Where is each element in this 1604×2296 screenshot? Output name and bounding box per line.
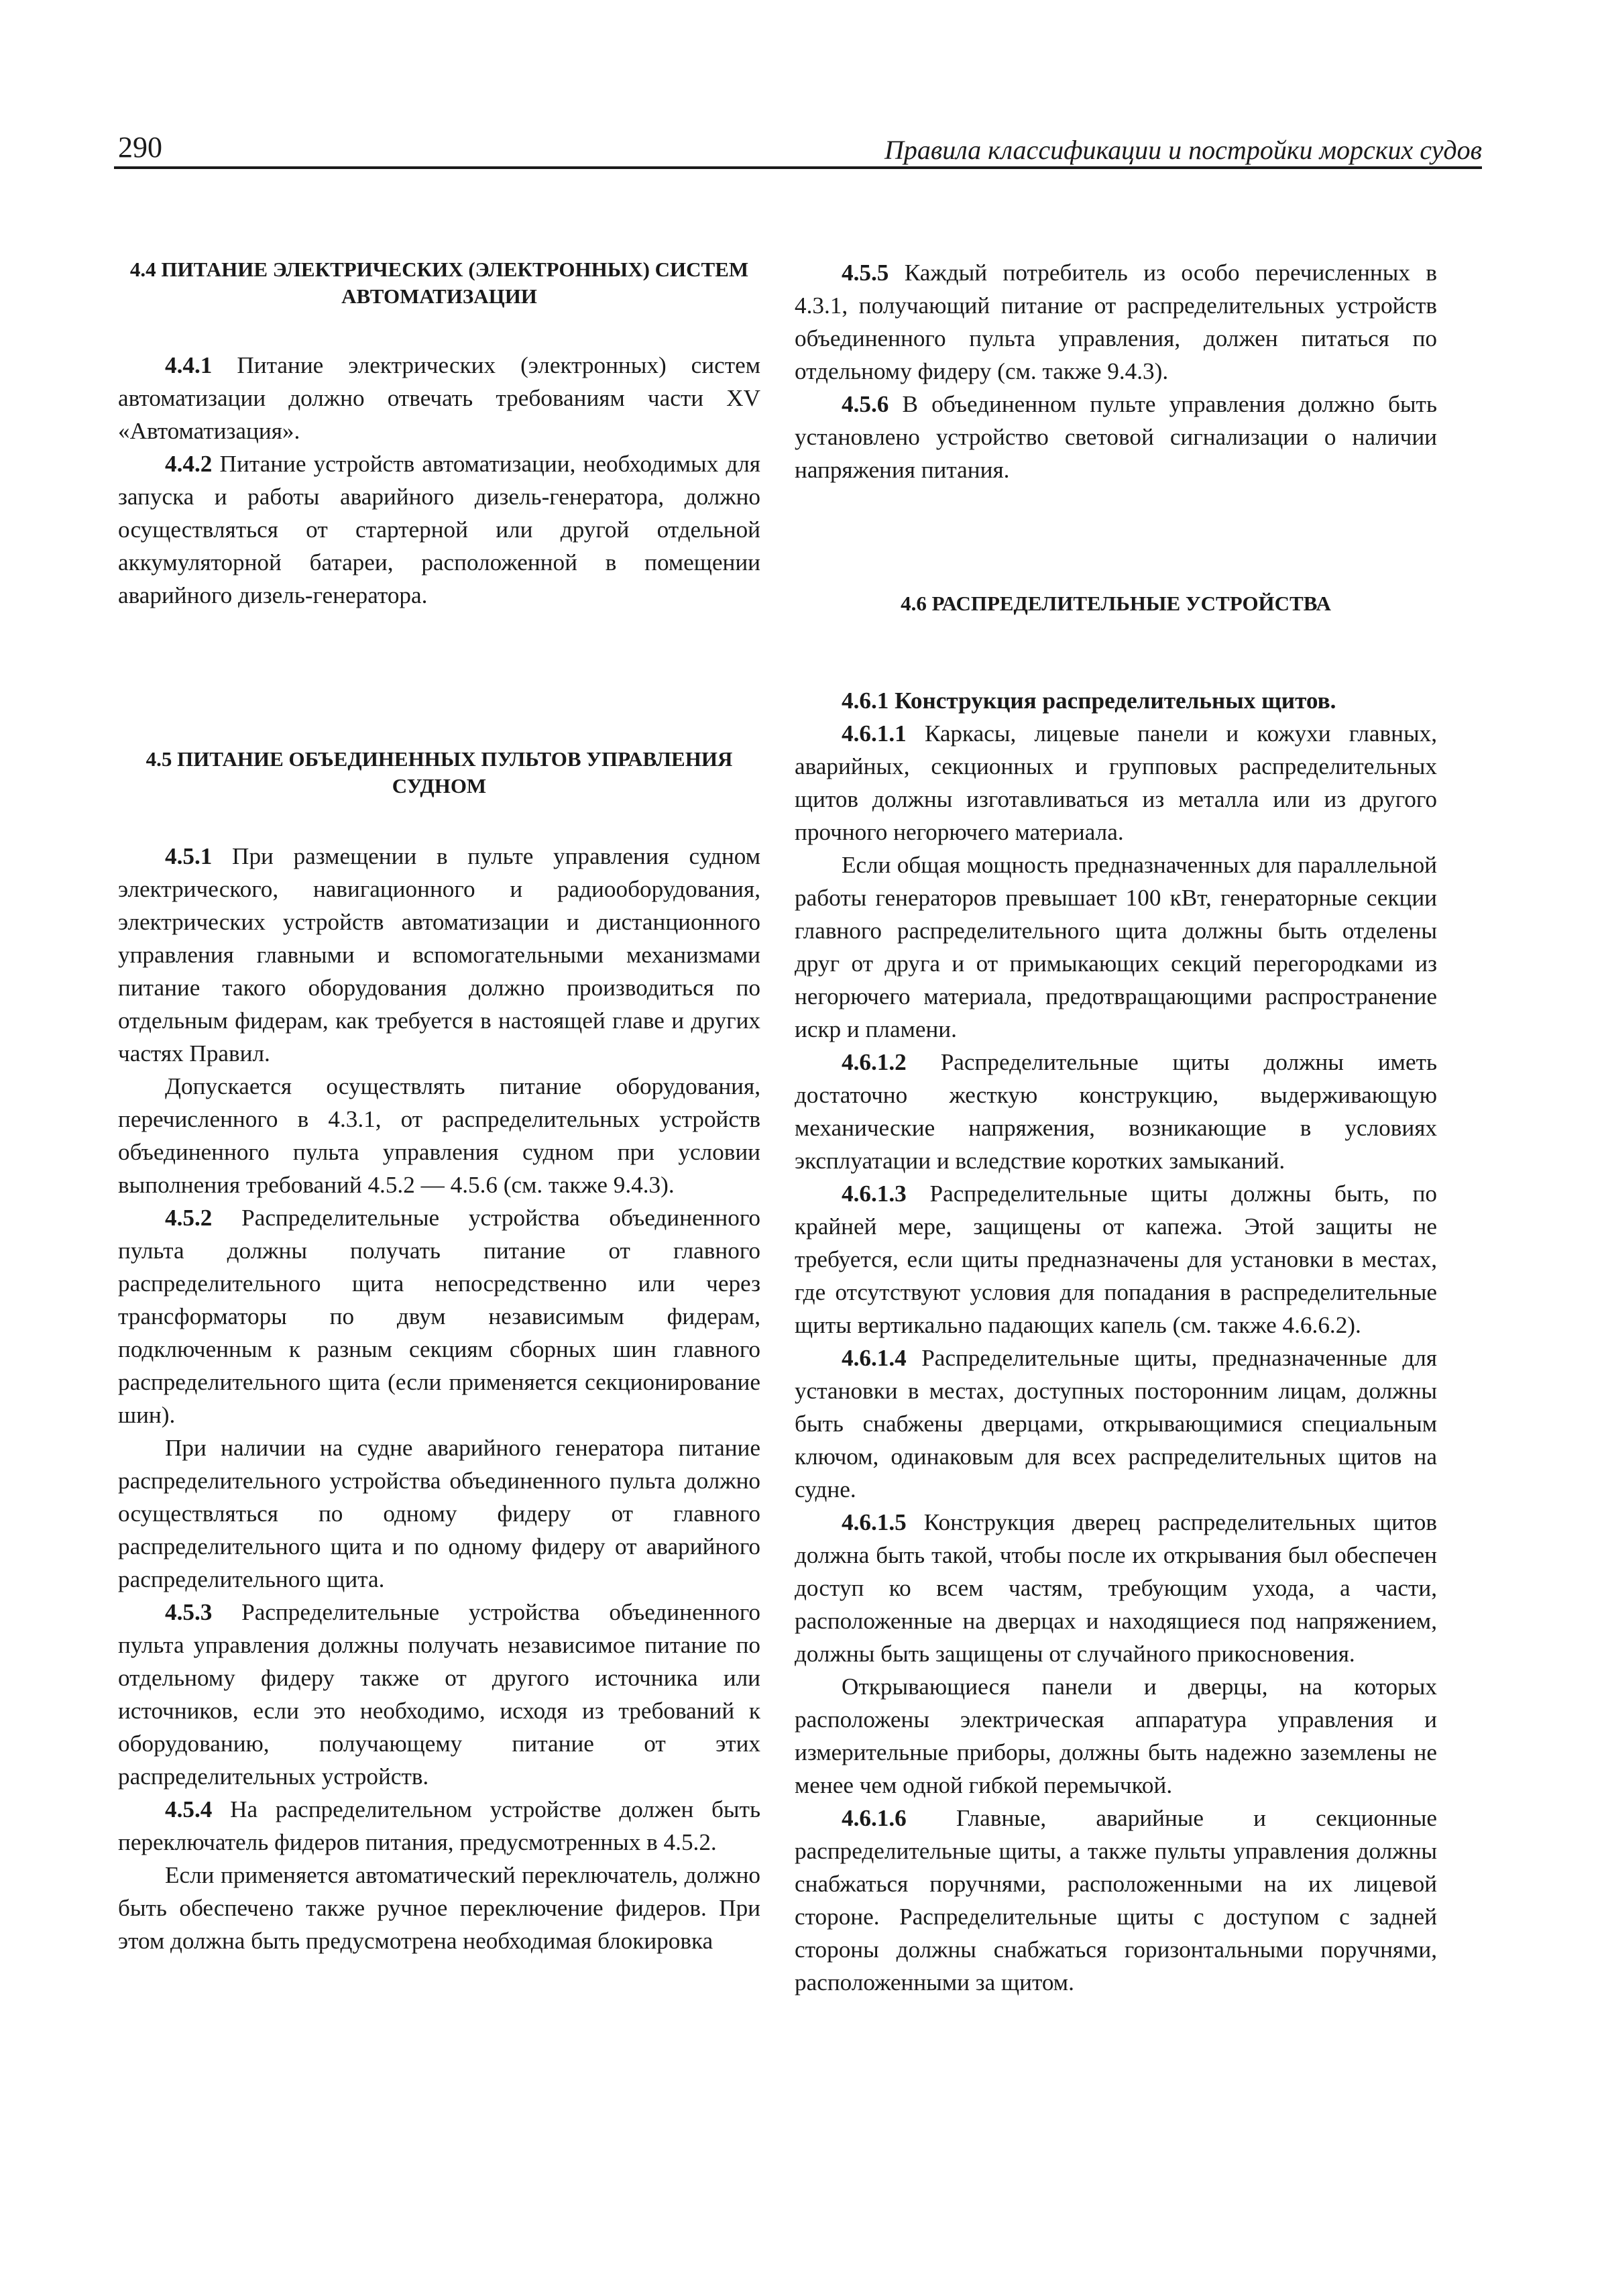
paragraph-text: Распределительные устройства объединенного пульта должны получать питание от главного распределительного щита непосредственно или через трансформаторы по двум независимым фидерам, подключенным к разным секциям сборных шин главного распределительного щита (если применяется секционирование шин). — [118, 1205, 760, 1428]
clause-number: 4.5.4 — [165, 1796, 213, 1822]
paragraph-4-5-6 — [795, 388, 1437, 486]
right-column — [795, 256, 1437, 1999]
clause-number: 4.6.1.6 — [842, 1805, 907, 1831]
clause-number: 4.6.1.3 — [842, 1181, 907, 1207]
paragraph-text: При размещении в пульте управления судном электрического, навигационного и радиооборудования, электрических устройств автоматизации и дистанционного управления главными и вспомогательными механизмами питание такого оборудования должно производиться по отдельным фидерам, как требуется в настоящей главе и других частях Правил. — [118, 843, 760, 1067]
page-header — [114, 131, 1482, 169]
clause-number: 4.4.2 — [165, 451, 213, 477]
paragraph-4-5-2-cont: При наличии на судне аварийного генератора питание распределительного устройства объединенного пульта должно осуществляться по одному фидеру от главного распределительного щита и по одному фидеру от аварийного распределительного щита. — [118, 1435, 760, 1592]
clause-number: 4.5.5 — [842, 260, 889, 286]
paragraph-text: Распределительные щиты, предназначенные для установки в местах, доступных посторонним лицам, должны быть снабжены дверцами, открывающимися специальным ключом, одинаковым для всех распределительных щитов на судне. — [795, 1345, 1437, 1502]
page-number: 290 — [118, 131, 162, 164]
paragraph-4-5-1-cont: Допускается осуществлять питание оборудования, перечисленного в 4.3.1, от распределительных устройств объединенного пульта управления судном при условии выполнения требований 4.5.2 — 4.5.6 (см. также 9.4.3). — [118, 1073, 760, 1198]
paragraph-text: Питание устройств автоматизации, необходимых для запуска и работы аварийного дизель-генератора, должно осуществляться от стартерной или другой отдельной аккумуляторной батареи, расположенной в помещении аварийного дизель-генератора. — [118, 451, 760, 608]
paragraph-4-6-1-3 — [795, 1177, 1437, 1342]
paragraph-text: В объединенном пульте управления должно быть установлено устройство световой сигнализации о наличии напряжения питания. — [795, 391, 1437, 483]
paragraph-4-6-1-5 — [795, 1506, 1437, 1670]
section-heading-4-6: 4.6 РАСПРЕДЕЛИТЕЛЬНЫЕ УСТРОЙСТВА — [901, 592, 1331, 615]
paragraph-4-6-1-4 — [795, 1342, 1437, 1506]
paragraph-4-6-1-1-cont: Если общая мощность предназначенных для параллельной работы генераторов превышает 100 кВт, генераторные секции главного распределительного щита должны быть отделены друг от друга и от примыкающих секций перегородками из негорючего материала, предотвращающими распространение искр и пламени. — [795, 852, 1437, 1042]
paragraph-4-5-4 — [118, 1793, 760, 1859]
clause-number: 4.5.2 — [165, 1205, 213, 1231]
clause-number: 4.6.1.2 — [842, 1049, 907, 1075]
clause-number: 4.5.1 — [165, 843, 213, 869]
paragraph-text: Распределительные щиты должны иметь достаточно жесткую конструкцию, выдерживающую механические напряжения, возникающие в условиях эксплуатации и вследствие коротких замыканий. — [795, 1049, 1437, 1174]
paragraph-4-5-4-cont: Если применяется автоматический переключатель, должно быть обеспечено также ручное переключение фидеров. При этом должна быть предусмотрена необходимая блокировка — [118, 1862, 760, 1954]
paragraph-text: Главные, аварийные и секционные распределительные щиты, а также пульты управления должны снабжаться поручнями, расположенными на их лицевой стороне. Распределительные щиты с доступом с задней стороны должны снабжаться горизонтальными поручнями, расположенными за щитом. — [795, 1805, 1437, 1996]
running-title: Правила классификации и постройки морских судов — [884, 135, 1482, 165]
paragraph-text: Распределительные устройства объединенного пульта управления должны получать независимое питание по отдельному фидеру также от другого источника или источников, если это необходимо, исходя из требований к оборудованию, получающему питание от этих распределительных устройств. — [118, 1599, 760, 1790]
paragraph-4-4-1 — [118, 349, 760, 447]
paragraph-4-5-5 — [795, 256, 1437, 388]
clause-number: 4.5.3 — [165, 1599, 213, 1625]
paragraph-4-6-1-5-cont: Открывающиеся панели и дверцы, на которых расположены электрическая аппаратура управления и измерительные приборы, должны быть надежно заземлены не менее чем одной гибкой перемычкой. — [795, 1674, 1437, 1798]
paragraph-text: На распределительном устройстве должен быть переключатель фидеров питания, предусмотренных в 4.5.2. — [118, 1796, 760, 1855]
section-heading-4-5: 4.5 ПИТАНИЕ ОБЪЕДИНЕННЫХ ПУЛЬТОВ УПРАВЛЕНИЯ СУДНОМ — [146, 747, 733, 798]
paragraph-4-5-3 — [118, 1596, 760, 1793]
paragraph-4-5-2 — [118, 1201, 760, 1431]
paragraph-text: Каркасы, лицевые панели и кожухи главных, аварийных, секционных и групповых распределительных щитов должны изготавливаться из металла или из другого прочного негорючего материала. — [795, 720, 1437, 845]
paragraph-text: Распределительные щиты должны быть, по крайней мере, защищены от капежа. Этой защиты не требуется, если щиты предназначены для установки в местах, где отсутствуют условия для попадания в распределительные щиты вертикально падающих капель (см. также 4.6.6.2). — [795, 1181, 1437, 1338]
paragraph-text: Конструкция дверец распределительных щитов должна быть такой, чтобы после их открывания был обеспечен доступ ко всем частям, требующим ухода, а части, расположенные на дверцах и находящиеся под напряжением, должны быть защищены от случайного прикосновения. — [795, 1509, 1437, 1667]
section-heading-4-4: 4.4 ПИТАНИЕ ЭЛЕКТРИЧЕСКИХ (ЭЛЕКТРОННЫХ) СИСТЕМ АВТОМАТИЗАЦИИ — [129, 258, 749, 308]
clause-number: 4.5.6 — [842, 391, 889, 417]
paragraph-4-6-1-1 — [795, 717, 1437, 849]
clause-number: 4.6.1.1 — [842, 720, 907, 747]
clause-number: 4.6.1.4 — [842, 1345, 907, 1371]
clause-number: 4.6.1.5 — [842, 1509, 907, 1535]
paragraph-4-5-1 — [118, 840, 760, 1070]
paragraph-4-6-1-6 — [795, 1802, 1437, 1999]
subsection-title-4-6-1: 4.6.1 Конструкция распределительных щитов. — [842, 688, 1336, 714]
clause-number: 4.4.1 — [165, 352, 213, 378]
left-column — [118, 256, 760, 1957]
paragraph-text: Питание электрических (электронных) систем автоматизации должно отвечать требованиям части XV «Автоматизация». — [118, 352, 760, 444]
paragraph-text: Каждый потребитель из особо перечисленных в 4.3.1, получающий питание от распределительных устройств объединенного пульта управления, должен питаться по отдельному фидеру (см. также 9.4.3). — [795, 260, 1437, 384]
paragraph-4-6-1-2 — [795, 1046, 1437, 1177]
paragraph-4-4-2 — [118, 447, 760, 612]
